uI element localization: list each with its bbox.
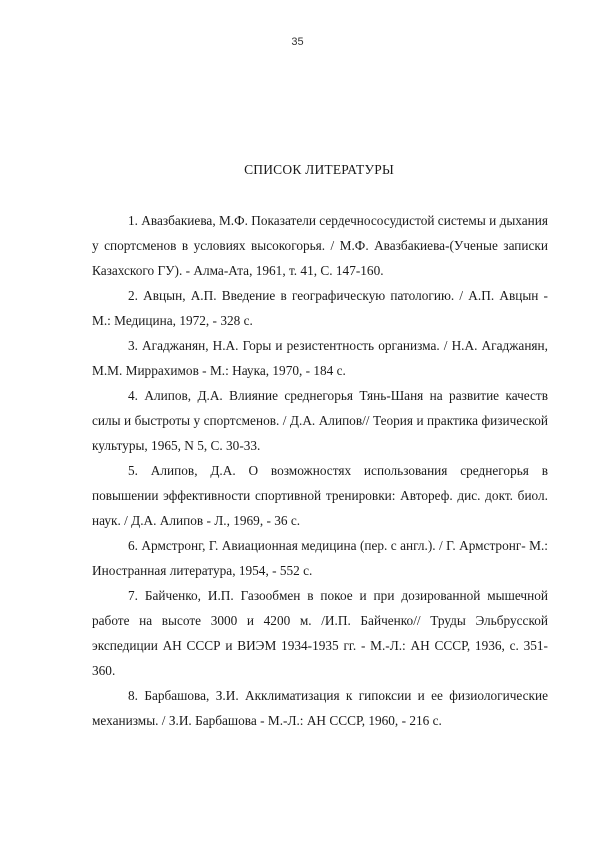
reference-item: 5. Алипов, Д.А. О возможностях использования среднегорья в повышении эффективности спортивной тренировки: Автореф. дис. докт. биол. наук. / Д.А. Алипов - Л., 1969, - 36 с. — [92, 463, 548, 528]
reference-item: 7. Байченко, И.П. Газообмен в покое и при дозированной мышечной работе на высоте 3000 и 4200 м. /И.П. Байченко// Труды Эльбрусской экспедиции АН СССР и ВИЭМ 1934-1935 гг. - М.-Л.: АН СССР, 1936, с. 351-360. — [92, 588, 548, 678]
reference-item: 6. Армстронг, Г. Авиационная медицина (пер. с англ.). / Г. Армстронг- М.: Иностранная литература, 1954, - 552 с. — [92, 538, 548, 578]
reference-item: 8. Барбашова, З.И. Акклиматизация к гипоксии и ее физиологические механизмы. / З.И. Барбашова - М.-Л.: АН СССР, 1960, - 216 с. — [92, 688, 548, 728]
reference-item: 4. Алипов, Д.А. Влияние среднегорья Тянь-Шаня на развитие качеств силы и быстроты у спортсменов. / Д.А. Алипов// Теория и практика физической культуры, 1965, N 5, С. 30-33. — [92, 388, 548, 453]
page-number: 35 — [291, 36, 304, 48]
reference-item: 2. Авцын, А.П. Введение в географическую патологию. / А.П. Авцын - М.: Медицина, 1972, - 328 с. — [92, 288, 548, 328]
reference-list — [92, 208, 548, 733]
reference-item: 3. Агаджанян, Н.А. Горы и резистентность организма. / Н.А. Агаджанян, М.М. Миррахимов - М.: Наука, 1970, - 184 с. — [92, 338, 548, 378]
page-title: СПИСОК ЛИТЕРАТУРЫ — [244, 162, 394, 177]
reference-item: 1. Авазбакиева, М.Ф. Показатели сердечнососудистой системы и дыхания у спортсменов в условиях высокогорья. / М.Ф. Авазбакиева-(Ученые записки Казахского ГУ). - Алма-Ата, 1961, т. 41, С. 147-160. — [92, 213, 548, 278]
